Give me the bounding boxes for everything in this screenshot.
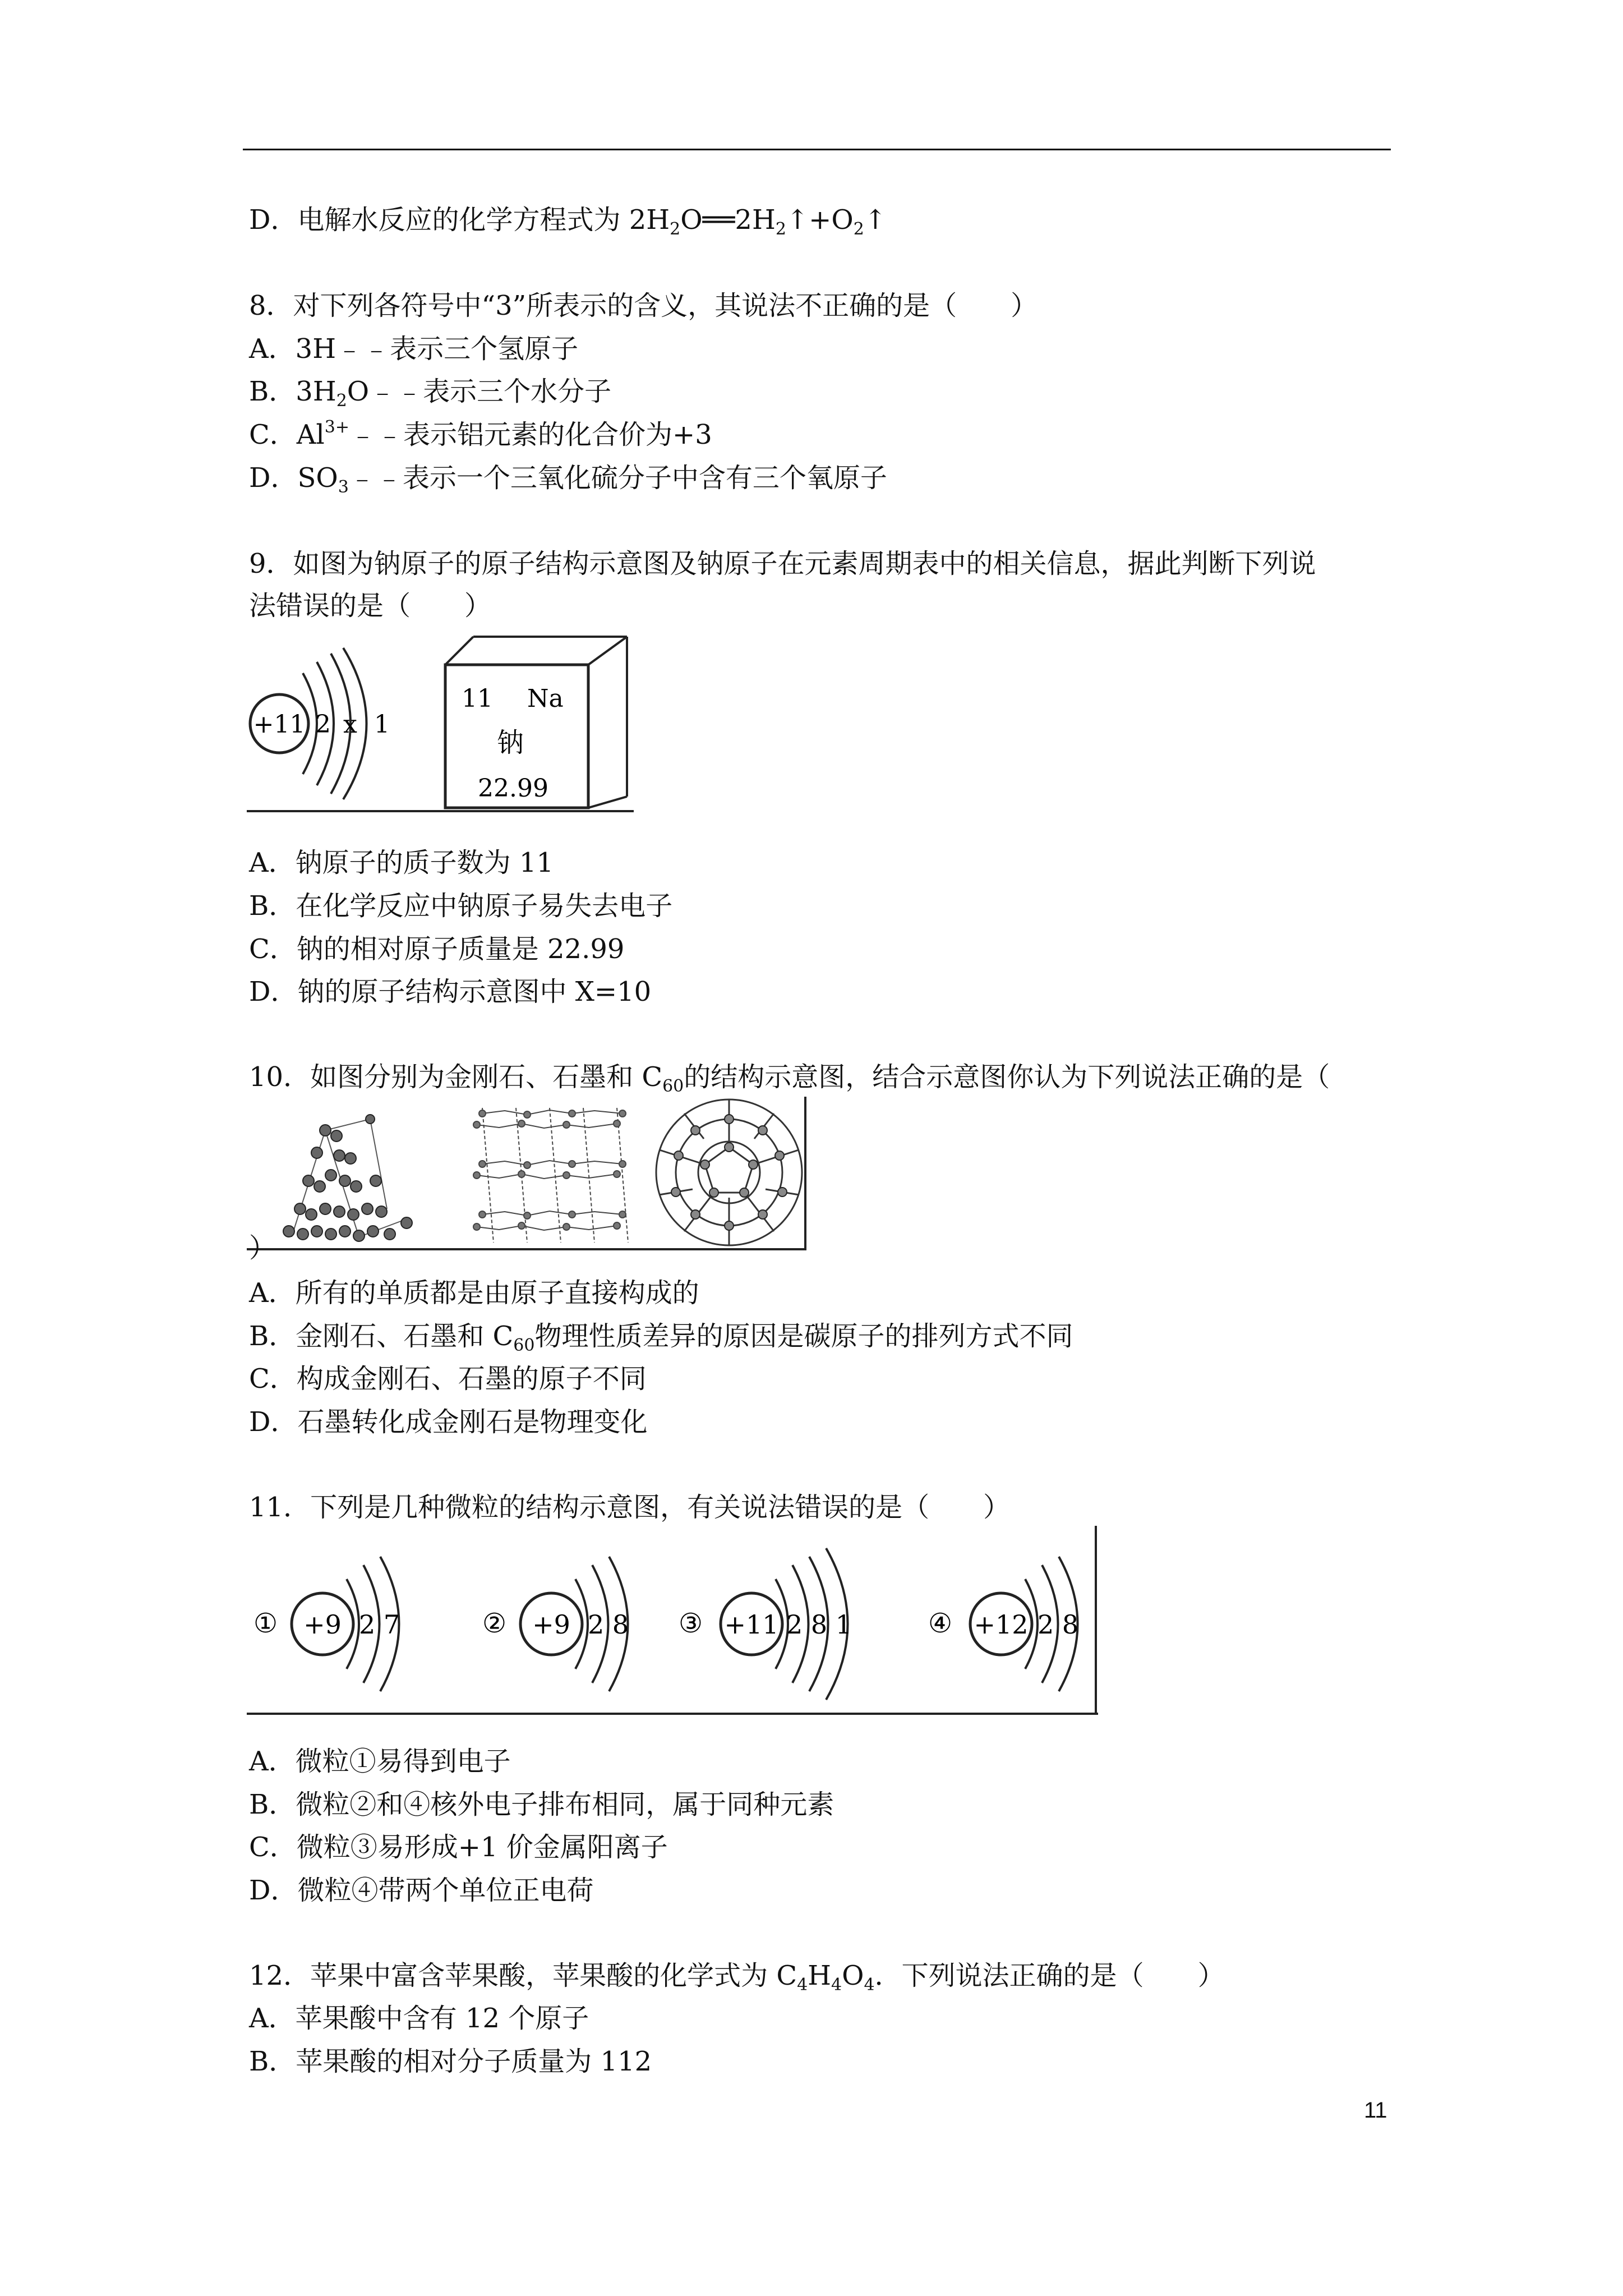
q10-close-paren: ） <box>249 1232 276 1264</box>
particle-2 <box>482 1557 629 1691</box>
svg-text:+9: +9 <box>532 1609 570 1640</box>
svg-text:③: ③ <box>679 1608 703 1639</box>
particle-3 <box>679 1548 852 1700</box>
particle-4 <box>928 1557 1078 1691</box>
q12-option-a: A．苹果酸中含有 12 个原子 <box>249 2003 589 2034</box>
svg-text:①: ① <box>253 1608 278 1639</box>
header-rule <box>243 149 1391 150</box>
q8-option-b: B．$3H_2O﹣﹣$表示三个水分子 <box>249 376 612 411</box>
q9-stem-line2: 法错误的是（ ） <box>249 590 492 622</box>
sodium-shell-3: 1 <box>374 710 390 739</box>
q8-stem: 8．对下列各符号中“3”所表示的含义，其说法不正确的是（ ） <box>249 290 1038 321</box>
q9-option-d: D．钠的原子结构示意图中 X=10 <box>249 976 652 1007</box>
sodium-shell-1: 2 <box>315 710 331 739</box>
q10-option-c: C．构成金刚石、石墨的原子不同 <box>249 1363 647 1395</box>
sodium-symbol: Na <box>527 684 564 713</box>
sodium-atomic-number: 11 <box>462 684 493 713</box>
q10-option-d: D．石墨转化成金刚石是物理变化 <box>249 1406 648 1438</box>
sodium-shell-2: x <box>343 710 357 739</box>
sodium-mass: 22.99 <box>478 774 548 803</box>
svg-text:+9: +9 <box>303 1609 342 1640</box>
q8-option-c: C．$Al^{3+}﹣﹣$表示铝元素的化合价为+3 <box>249 417 712 450</box>
diamond-structure <box>283 1115 412 1241</box>
q12-option-b: B．苹果酸的相对分子质量为 112 <box>249 2046 652 2077</box>
q11-option-a: A．微粒①易得到电子 <box>249 1746 511 1777</box>
q9-stem-line1: 9．如图为钠原子的原子结构示意图及钠原子在元素周期表中的相关信息，据此判断下列说 <box>249 548 1316 579</box>
svg-text:②: ② <box>482 1608 507 1639</box>
q8-option-a: A．3H﹣﹣表示三个氢原子 <box>249 333 579 365</box>
sodium-figure <box>247 628 634 813</box>
graphite-structure <box>473 1108 628 1243</box>
q9-option-b: B．在化学反应中钠原子易失去电子 <box>249 890 673 922</box>
q11-option-d: D．微粒④带两个单位正电荷 <box>249 1875 594 1906</box>
q9-option-a: A．钠原子的质子数为 11 <box>249 847 554 878</box>
q9-option-c: C．钠的相对原子质量是 22.99 <box>249 933 625 965</box>
sodium-name: 钠 <box>496 727 524 758</box>
q10-option-b: B．金刚石、石墨和 $C_{60}$物理性质差异的原因是碳原子的排列方式不同 <box>249 1320 1073 1355</box>
svg-text:2 8 1: 2 8 1 <box>786 1609 852 1640</box>
q10-option-a: A．所有的单质都是由原子直接构成的 <box>249 1277 699 1309</box>
q12-stem: 12．苹果中富含苹果酸，苹果酸的化学式为 $C_4H_4O_4$．下列说法正确的是（ ） <box>249 1960 1225 1995</box>
q7-option-d: D．电解水反应的化学方程式为 $2H_2O══2H_2↑+O_2↑$ <box>249 204 887 239</box>
q11-option-b: B．微粒②和④核外电子排布相同，属于同种元素 <box>249 1789 834 1820</box>
svg-text:+11: +11 <box>724 1609 779 1640</box>
svg-text:+12: +12 <box>974 1609 1029 1640</box>
q11-stem: 11．下列是几种微粒的结构示意图，有关说法错误的是（ ） <box>249 1492 1011 1523</box>
svg-text:④: ④ <box>928 1608 953 1639</box>
q10-stem: 10．如图分别为金刚石、石墨和 $C_{60}$的结构示意图，结合示意图你认为下列说法正确的是（ <box>249 1061 1330 1096</box>
particle-structures-figure <box>247 1526 1099 1717</box>
svg-text:2 8: 2 8 <box>1038 1609 1079 1640</box>
carbon-structures-figure <box>247 1097 808 1251</box>
svg-text:2 8: 2 8 <box>588 1609 629 1640</box>
svg-text:2 7: 2 7 <box>359 1609 400 1640</box>
q11-option-c: C．微粒③易形成+1 价金属阳离子 <box>249 1832 668 1863</box>
particle-1 <box>253 1557 400 1691</box>
page-number: 11 <box>1364 2098 1387 2123</box>
sodium-nucleus: +11 <box>253 710 306 739</box>
q8-option-d: D．$SO_3﹣﹣$表示一个三氧化硫分子中含有三个氧原子 <box>249 462 887 497</box>
